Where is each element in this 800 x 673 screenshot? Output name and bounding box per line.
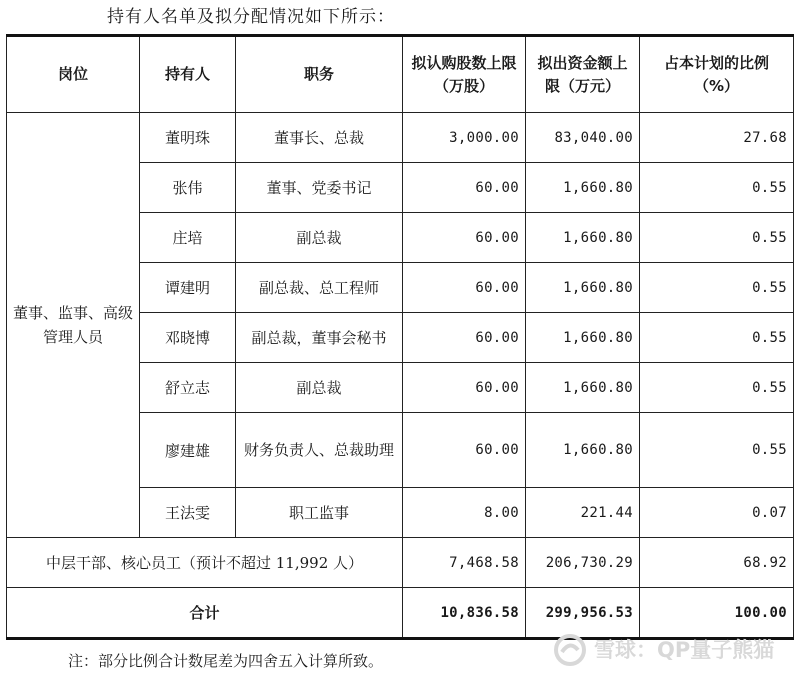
holder-name: 庄培 [140, 213, 236, 263]
mid-level-label: 中层干部、核心员工（预计不超过 11,992 人） [7, 538, 403, 588]
holder-title: 职工监事 [236, 488, 403, 538]
table-row [7, 113, 794, 163]
watermark-text: 雪球：QP量子熊猫 [594, 638, 775, 662]
ratio-cell: 0.55 [640, 213, 794, 263]
mid-level-row [7, 538, 794, 588]
holder-name: 邓晓博 [140, 313, 236, 363]
watermark [552, 632, 790, 668]
footnote: 注：部分比例合计数尾差为四舍五入计算所致。 [68, 652, 384, 670]
total-ratio: 100.00 [640, 588, 794, 639]
holder-title: 副总裁，董事会秘书 [236, 313, 403, 363]
funds-cell: 1,660.80 [526, 163, 640, 213]
holder-allocation-table [6, 34, 794, 640]
total-shares: 10,836.58 [403, 588, 526, 639]
shares-cell: 60.00 [403, 213, 526, 263]
header-funds: 拟出资金额上限（万元） [526, 36, 640, 113]
ratio-cell: 0.07 [640, 488, 794, 538]
holder-name: 廖建雄 [140, 413, 236, 488]
ratio-cell: 0.55 [640, 163, 794, 213]
shares-cell: 60.00 [403, 313, 526, 363]
header-ratio: 占本计划的比例（%） [640, 36, 794, 113]
funds-cell: 221.44 [526, 488, 640, 538]
total-row [7, 588, 794, 639]
holder-title: 财务负责人、总裁助理 [236, 413, 403, 488]
intro-text: 持有人名单及拟分配情况如下所示： [107, 7, 395, 27]
holder-name: 王法雯 [140, 488, 236, 538]
holder-name: 舒立志 [140, 363, 236, 413]
holder-title: 副总裁 [236, 363, 403, 413]
shares-cell: 60.00 [403, 363, 526, 413]
header-position: 岗位 [7, 36, 140, 113]
holder-name: 谭建明 [140, 263, 236, 313]
funds-cell: 1,660.80 [526, 413, 640, 488]
shares-cell: 60.00 [403, 163, 526, 213]
holder-title: 董事长、总裁 [236, 113, 403, 163]
ratio-cell: 0.55 [640, 263, 794, 313]
header-title: 职务 [236, 36, 403, 113]
holder-name: 董明珠 [140, 113, 236, 163]
funds-cell: 1,660.80 [526, 213, 640, 263]
holder-name: 张伟 [140, 163, 236, 213]
holder-title: 副总裁、总工程师 [236, 263, 403, 313]
group-label: 董事、监事、高级管理人员 [7, 113, 140, 538]
header-shares: 拟认购股数上限（万股） [403, 36, 526, 113]
funds-cell: 1,660.80 [526, 313, 640, 363]
funds-cell: 206,730.29 [526, 538, 640, 588]
snowball-logo-icon [552, 632, 588, 668]
shares-cell: 7,468.58 [403, 538, 526, 588]
holder-title: 副总裁 [236, 213, 403, 263]
ratio-cell: 0.55 [640, 313, 794, 363]
shares-cell: 8.00 [403, 488, 526, 538]
shares-cell: 60.00 [403, 263, 526, 313]
ratio-cell: 0.55 [640, 413, 794, 488]
table-header-row [7, 36, 794, 113]
funds-cell: 1,660.80 [526, 263, 640, 313]
funds-cell: 1,660.80 [526, 363, 640, 413]
header-holder: 持有人 [140, 36, 236, 113]
total-label: 合计 [7, 588, 403, 639]
holder-title: 董事、党委书记 [236, 163, 403, 213]
total-funds: 299,956.53 [526, 588, 640, 639]
shares-cell: 60.00 [403, 413, 526, 488]
ratio-cell: 0.55 [640, 363, 794, 413]
ratio-cell: 27.68 [640, 113, 794, 163]
funds-cell: 83,040.00 [526, 113, 640, 163]
ratio-cell: 68.92 [640, 538, 794, 588]
shares-cell: 3,000.00 [403, 113, 526, 163]
